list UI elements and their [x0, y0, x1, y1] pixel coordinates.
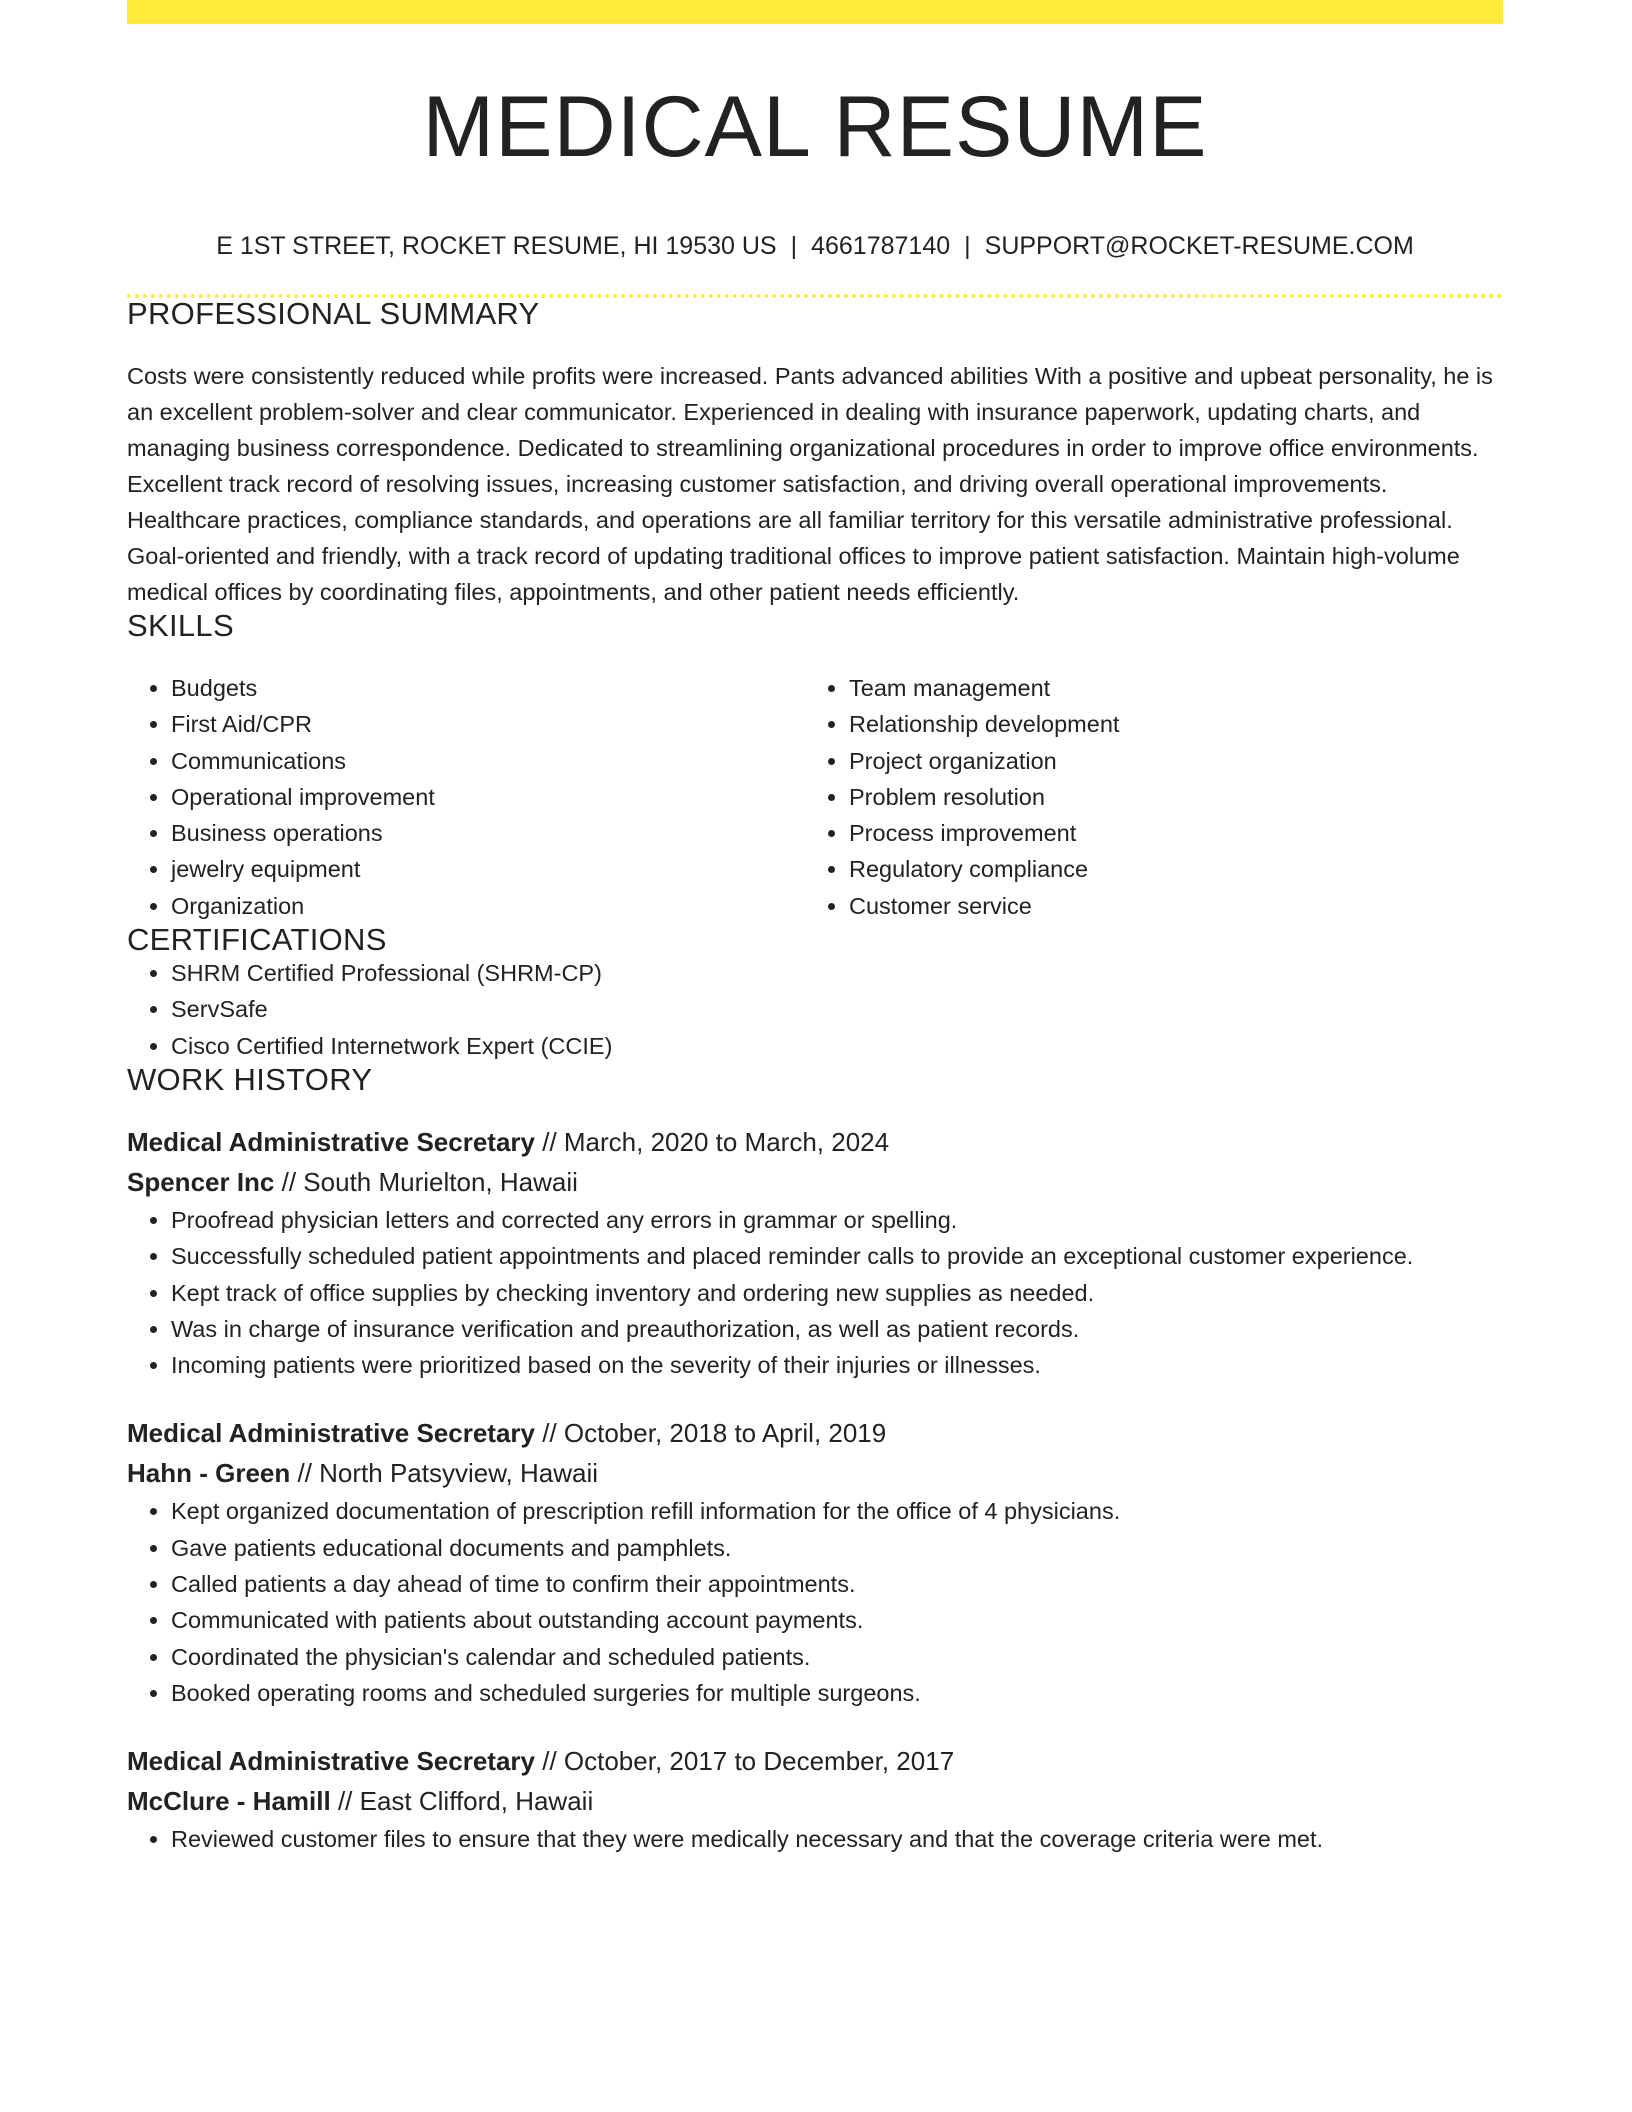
job-duty-item: • Kept organized documentation of prescription refill information for the office of 4 physicians. [171, 1493, 1503, 1529]
job-duties-list [127, 1821, 1503, 1857]
skill-item: • Process improvement [849, 815, 1483, 851]
resume-name: MEDICAL RESUME [422, 79, 1208, 175]
skill-item: • Organization [171, 888, 805, 924]
job-company-line [127, 1162, 1503, 1202]
job-role: Medical Administrative Secretary [127, 1126, 535, 1157]
skill-item: • First Aid/CPR [171, 706, 805, 742]
job-company-line [127, 1781, 1503, 1821]
job-duty-item: • Successfully scheduled patient appointments and placed reminder calls to provide an exceptional customer experience. [171, 1238, 1503, 1274]
skill-item: • Team management [849, 670, 1483, 706]
skill-item: • Relationship development [849, 706, 1483, 742]
work-history-heading: WORK HISTORY [127, 1061, 373, 1097]
job-duty-item: • Was in charge of insurance verification and preauthorization, as well as patient records. [171, 1311, 1503, 1347]
contact-line [127, 234, 1503, 259]
job-role: Medical Administrative Secretary [127, 1418, 535, 1449]
skill-item: • Customer service [849, 888, 1483, 924]
job-duty-item: • Booked operating rooms and scheduled surgeries for multiple surgeons. [171, 1675, 1503, 1711]
skill-item: • Budgets [171, 670, 805, 706]
contact-address: E 1ST STREET, ROCKET RESUME, HI 19530 US [216, 232, 777, 260]
job-role-line [127, 1122, 1503, 1162]
job-duty-item: • Incoming patients were prioritized based on the severity of their injuries or illnesses. [171, 1347, 1503, 1383]
skills-list-left [127, 670, 805, 924]
job-duty-item: • Kept track of office supplies by checking inventory and ordering new supplies as needed. [171, 1275, 1503, 1311]
job-duty-item: • Proofread physician letters and corrected any errors in grammar or spelling. [171, 1202, 1503, 1238]
summary-heading: PROFESSIONAL SUMMARY [127, 296, 540, 331]
summary-paragraph: Costs were consistently reduced while profits were increased. Pants advanced abilities With a positive and upbeat personality, he is an excellent problem-solver and clear communicator. Experienced in dealing with insurance paperwork, updating charts, and managing business correspondence. Dedicated to streamlining organizational procedures in order to improve office environments. Excellent track record of resolving issues, increasing customer satisfaction, and driving overall operational improvements. Healthcare practices, compliance standards, and operations are all familiar territory for this versatile administrative professional. Goal-oriented and friendly, with a track record of updating traditional offices to improve patient satisfaction. Maintain high-volume medical offices by coordinating files, appointments, and other patient needs efficiently. [127, 363, 1493, 605]
job-entry [127, 1122, 1503, 1383]
skill-item: • Problem resolution [849, 779, 1483, 815]
certification-item: • SHRM Certified Professional (SHRM-CP) [171, 955, 1503, 991]
job-role-line [127, 1413, 1503, 1453]
job-entry [127, 1413, 1503, 1711]
job-dates: // October, 2018 to April, 2019 [535, 1418, 887, 1449]
contact-separator: | [790, 232, 798, 260]
skill-item: • Business operations [171, 815, 805, 851]
job-location: // East Clifford, Hawaii [330, 1786, 594, 1817]
job-duty-item: • Called patients a day ahead of time to confirm their appointments. [171, 1566, 1503, 1602]
skill-item: • Project organization [849, 743, 1483, 779]
job-company: Hahn - Green [127, 1458, 291, 1489]
job-duty-item: • Communicated with patients about outstanding account payments. [171, 1602, 1503, 1638]
job-dates: // March, 2020 to March, 2024 [535, 1126, 890, 1157]
job-company: Spencer Inc [127, 1166, 275, 1197]
skills-column-right [805, 670, 1483, 924]
contact-separator: | [964, 232, 971, 260]
contact-phone: 4661787140 [811, 232, 951, 260]
job-duties-list [127, 1202, 1503, 1383]
skills-columns [127, 670, 1503, 924]
job-duties-list [127, 1493, 1503, 1711]
certification-item: • ServSafe [171, 991, 1503, 1027]
job-role-line [127, 1741, 1503, 1781]
skills-column-left [127, 670, 805, 924]
job-company-line [127, 1453, 1503, 1493]
skills-heading: SKILLS [127, 608, 234, 643]
job-duty-item: • Gave patients educational documents and pamphlets. [171, 1530, 1503, 1566]
skill-item: • Regulatory compliance [849, 851, 1483, 887]
skill-item: • Communications [171, 743, 805, 779]
job-dates: // October, 2017 to December, 2017 [535, 1746, 955, 1777]
certification-item: • Cisco Certified Internetwork Expert (CCIE) [171, 1028, 1503, 1064]
job-role: Medical Administrative Secretary [127, 1746, 535, 1777]
job-duty-item: • Reviewed customer files to ensure that they were medically necessary and that the coverage criteria were met. [171, 1821, 1503, 1857]
skill-item: • jewelry equipment [171, 851, 805, 887]
skill-item: • Operational improvement [171, 779, 805, 815]
job-entry [127, 1741, 1503, 1857]
job-company: McClure - Hamill [127, 1786, 331, 1817]
job-duty-item: • Coordinated the physician's calendar and scheduled patients. [171, 1639, 1503, 1675]
resume-page [127, 0, 1503, 1858]
contact-email: SUPPORT@ROCKET-RESUME.COM [984, 232, 1414, 260]
accent-top-bar [127, 0, 1503, 24]
skills-list-right [805, 670, 1483, 924]
job-location: // North Patsyview, Hawaii [290, 1458, 599, 1489]
job-location: // South Murielton, Hawaii [274, 1166, 578, 1197]
certifications-heading: CERTIFICATIONS [127, 922, 387, 958]
certifications-list [127, 955, 1503, 1064]
